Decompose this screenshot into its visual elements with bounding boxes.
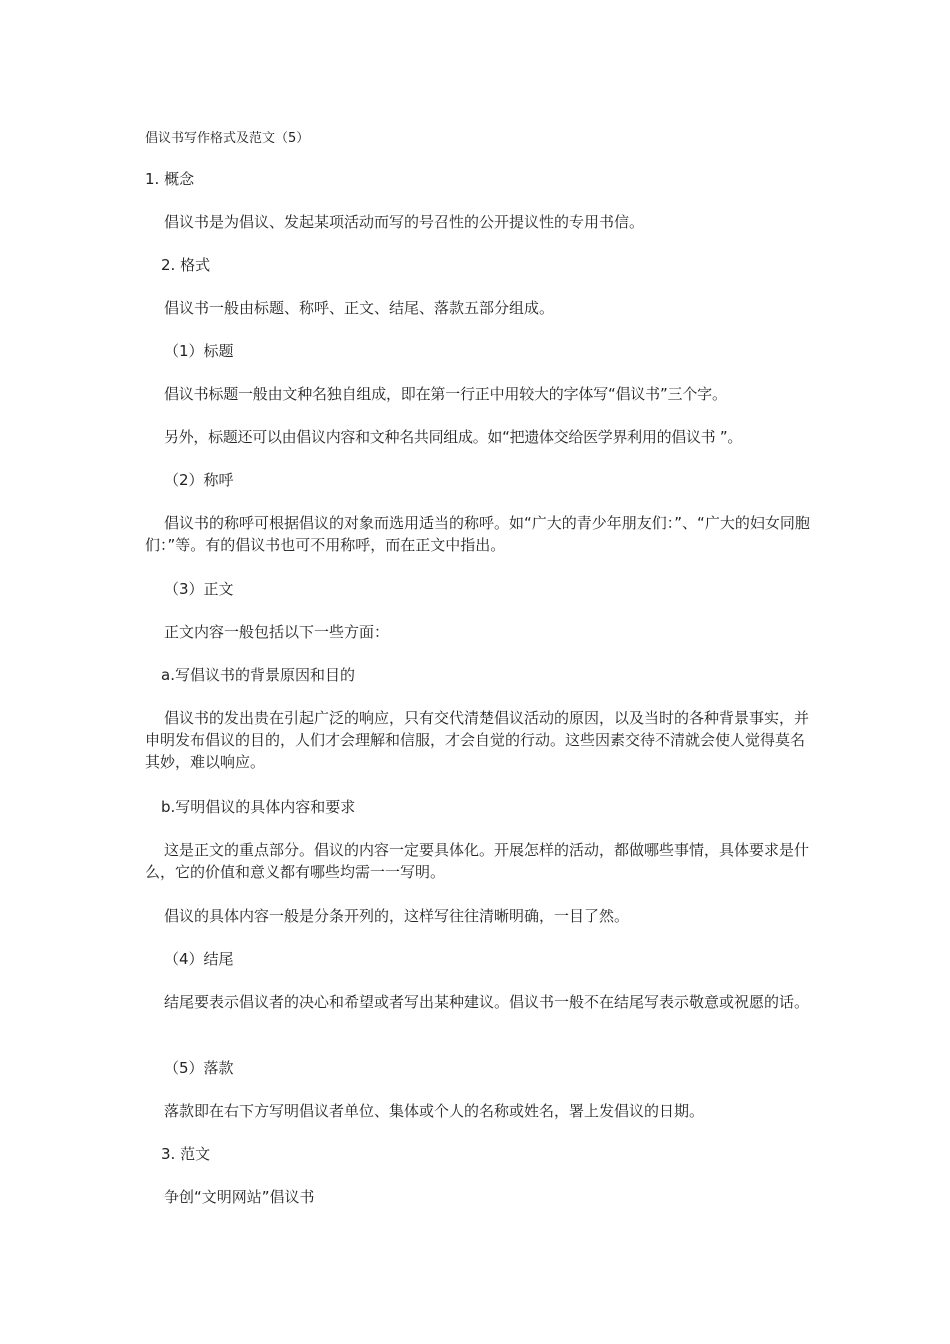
paragraph-body-intro: 正文内容一般包括以下一些方面： [164, 623, 390, 641]
paragraph-content-2: 倡议的具体内容一般是分条开列的，这样写往往清晰明确，一目了然。 [164, 907, 630, 925]
subheading-signature: （5）落款 [164, 1059, 234, 1077]
paragraph-title-2: 另外，标题还可以由倡议内容和文种名共同组成。如“把遗体交给医学界利用的倡议书 ”。 [164, 428, 743, 446]
paragraph-format: 倡议书一般由标题、称呼、正文、结尾、落款五部分组成。 [164, 299, 555, 317]
document-title: 倡议书写作格式及范文（5） [145, 131, 310, 146]
paragraph-ending: 结尾要表示倡议者的决心和希望或者写出某种建议。倡议书一般不在结尾写表示敬意或祝愿的话。 [164, 993, 810, 1011]
subheading-background: a.写倡议书的背景原因和目的 [161, 666, 355, 684]
paragraph-content-1: 这是正文的重点部分。倡议的内容一定要具体化。开展怎样的活动，都做哪些事情，具体要求是什么，它的价值和意义都有哪些均需一一写明。 [145, 841, 810, 881]
subheading-salutation: （2）称呼 [164, 471, 234, 489]
paragraph-background: 倡议书的发出贵在引起广泛的响应，只有交代清楚倡议活动的原因，以及当时的各种背景事实，并申明发布倡议的目的，人们才会理解和信服，才会自觉的行动。这些因素交待不清就会使人觉得莫名其妙，难以响应。 [145, 709, 810, 771]
section-heading-format: 2. 格式 [161, 256, 211, 274]
section-heading-concept: 1. 概念 [145, 170, 195, 188]
section-heading-example: 3. 范文 [161, 1145, 211, 1163]
subheading-title: （1）标题 [164, 342, 234, 360]
paragraph-signature: 落款即在右下方写明倡议者单位、集体或个人的名称或姓名，署上发倡议的日期。 [164, 1102, 705, 1120]
paragraph-concept: 倡议书是为倡议、发起某项活动而写的号召性的公开提议性的专用书信。 [164, 213, 645, 231]
example-title: 争创“文明网站”倡议书 [164, 1188, 315, 1206]
paragraph-title-1: 倡议书标题一般由文种名独自组成，即在第一行正中用较大的字体写“倡议书”三个字。 [164, 385, 727, 403]
subheading-content: b.写明倡议的具体内容和要求 [161, 798, 356, 816]
paragraph-salutation: 倡议书的称呼可根据倡议的对象而选用适当的称呼。如“广大的青少年朋友们：”、“广大的妇女同胞们：”等。有的倡议书也可不用称呼，而在正文中指出。 [145, 514, 810, 554]
subheading-body: （3）正文 [164, 580, 234, 598]
subheading-ending: （4）结尾 [164, 950, 234, 968]
